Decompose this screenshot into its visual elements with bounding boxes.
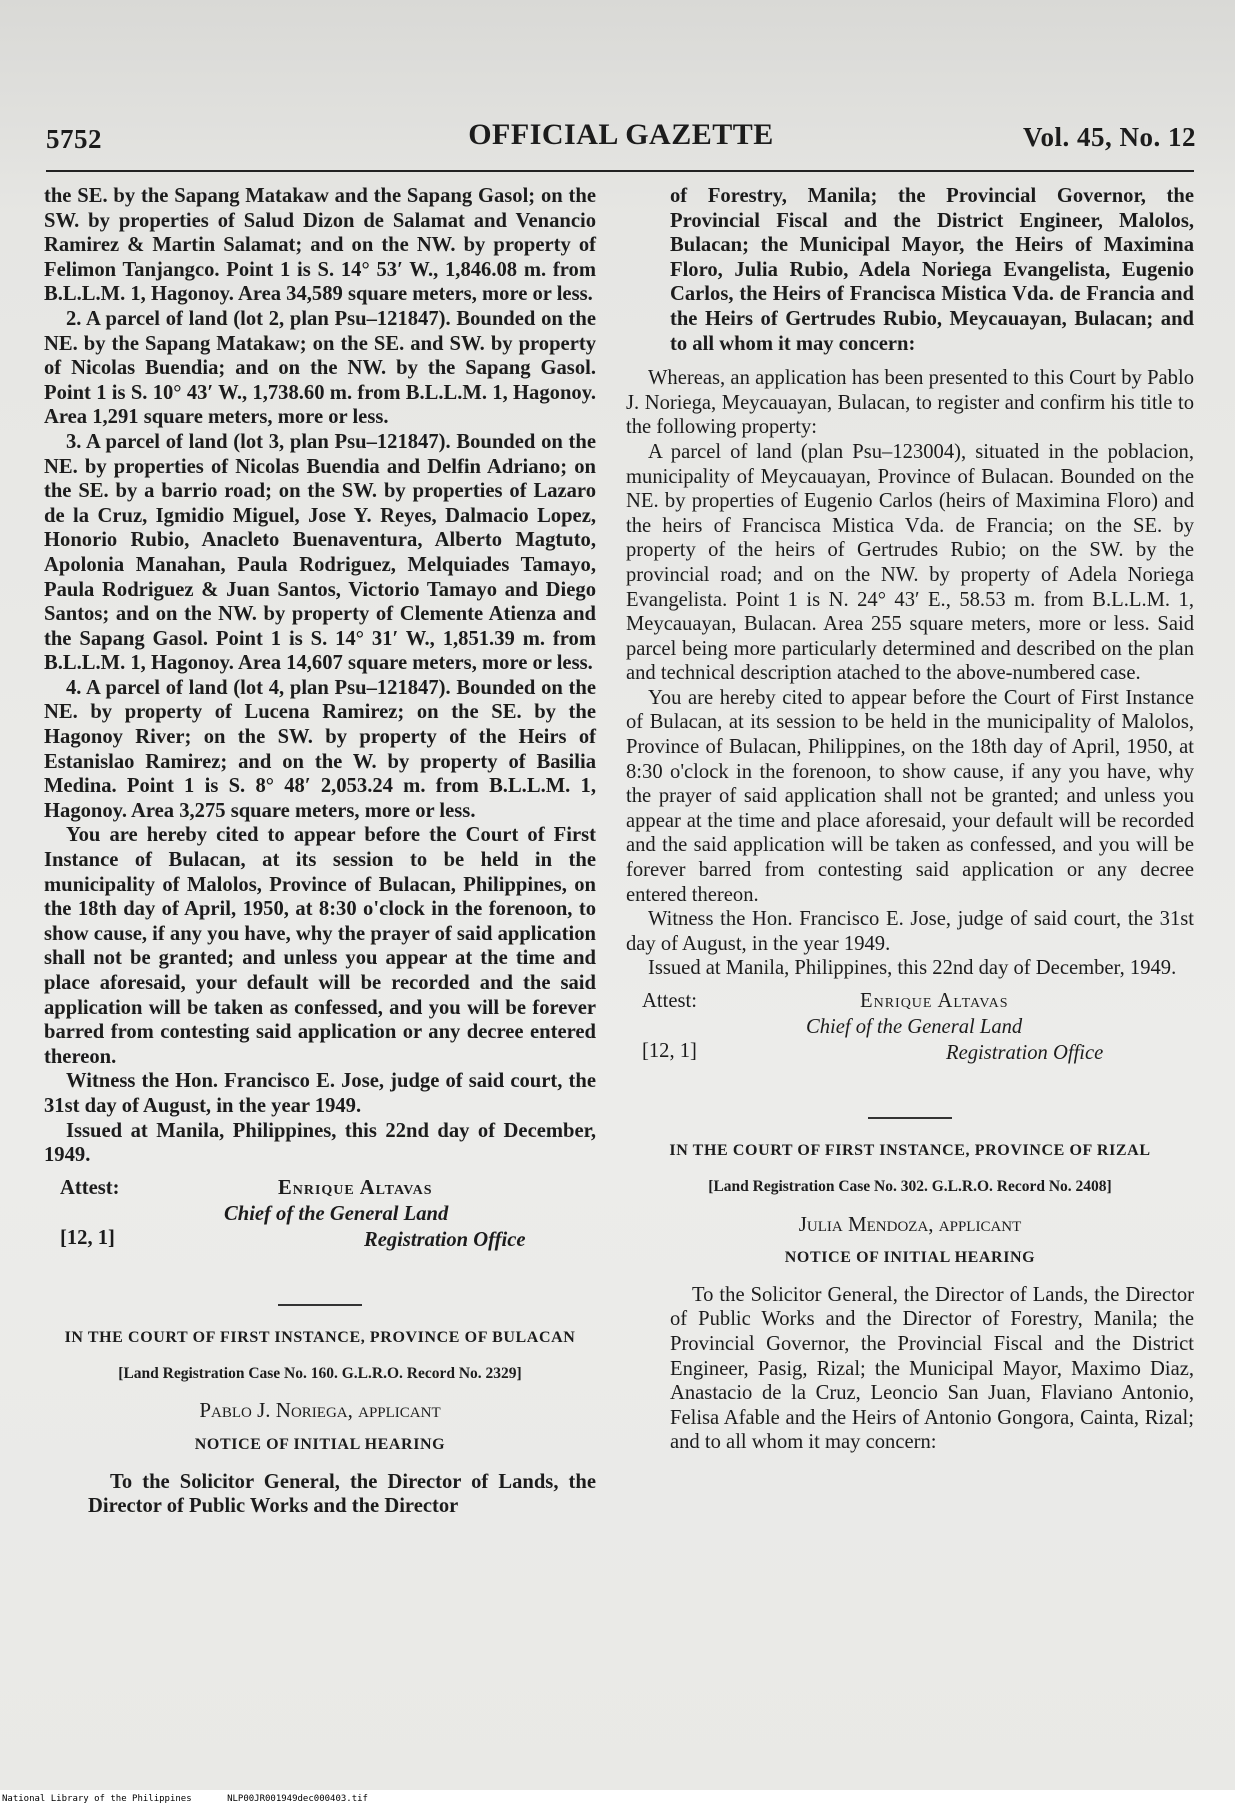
paragraph: Witness the Hon. Francisco E. Jose, judge of said court, the 31st day of August, in the year 1949.	[44, 1070, 596, 1117]
attest-label: Attest:	[642, 990, 697, 1012]
case-number: [Land Registration Case No. 160. G.L.R.O. Record No. 2329]	[118, 1364, 522, 1382]
section-divider	[278, 1304, 362, 1306]
paragraph: Issued at Manila, Philippines, this 22nd day of December, 1949.	[44, 1119, 596, 1167]
paragraph: 2. A parcel of land (lot 2, plan Psu–121847). Bounded on the NE. by the Sapang Matakaw; on the SE. and SW. by property of Nicolas Buendia; and on the NW. by the Sapang Gasol. Point 1 is S. 10° 43′ W., 1,738.60 m. from B.L.L.M. 1, Hagonoy. Area 1,291 square meters, more or less.	[44, 307, 596, 429]
attest-title: Chief of the General Land	[806, 1016, 1023, 1038]
addressee: To the Solicitor General, the Director of Lands, the Director of Public Works and the Director	[88, 1470, 596, 1518]
applicant-name: Pablo J. Noriega, applicant	[199, 1398, 441, 1423]
court-heading: IN THE COURT OF FIRST INSTANCE, PROVINCE OF RIZAL	[669, 1142, 1151, 1159]
paragraph: Witness the Hon. Francisco E. Jose, judge of said court, the 31st day of August, in the year 1949.	[626, 908, 1194, 955]
attest-title: Chief of the General Land	[224, 1202, 449, 1225]
page-header	[46, 118, 1196, 158]
file-name: NLP00JR001949dec000403.tif	[227, 1794, 368, 1804]
paragraph: You are hereby cited to appear before the Court of First Instance of Bulacan, at its session to be held in the municipality of Malolos, Province of Bulacan, Philippines, on the 18th day of April, 1950, at 8:30 o'clock in the forenoon, to show cause, if any you have, why the prayer of said application shall not be granted; and unless you appear at the time and place aforesaid, your default will be recorded and the said application will be taken as confessed, and you will be forever barred from contesting said application or any decree entered thereon.	[626, 686, 1194, 906]
paragraph: 4. A parcel of land (lot 4, plan Psu–121847). Bounded on the NE. by property of Lucena Ramirez; on the SE. by the Hagonoy River; on the SW. by property of the Heirs of Estanislao Ramirez; and on the W. by property of Basilia Medina. Point 1 is S. 8° 48′ 2,053.24 m. from B.L.L.M. 1, Hagonoy. Area 3,275 square meters, more or less.	[44, 676, 596, 822]
notice-heading: NOTICE OF INITIAL HEARING	[194, 1435, 446, 1453]
attest-office: Registration Office	[364, 1228, 526, 1251]
left-column	[44, 184, 596, 1519]
publication-title: OFFICIAL GAZETTE	[468, 118, 774, 151]
attest-name: Enrique Altavas	[278, 1176, 433, 1199]
applicant-name: Julia Mendoza, applicant	[798, 1211, 1022, 1236]
right-column	[626, 184, 1194, 1455]
section-divider	[868, 1117, 952, 1119]
attest-office: Registration Office	[946, 1042, 1104, 1064]
court-heading: IN THE COURT OF FIRST INSTANCE, PROVINCE OF BULACAN	[64, 1328, 576, 1346]
attest-name: Enrique Altavas	[860, 990, 1009, 1012]
addressee: To the Solicitor General, the Director of Lands, the Director of Public Works and the Director of Forestry, Manila; the Provincial Governor, the Provincial Fiscal and the District Engineer, Pasig, Rizal; the Municipal Mayor, Maximo Diaz, Anastacio de la Cruz, Leoncio San Juan, Flaviano Antonio, Felisa Afable and the Heirs of Antonio Gongora, Cainta, Rizal; and to all whom it may concern:	[670, 1283, 1194, 1454]
case-number: [Land Registration Case No. 302. G.L.R.O. Record No. 2408]	[708, 1178, 1112, 1195]
paragraph: the SE. by the Sapang Matakaw and the Sapang Gasol; on the SW. by properties of Salud Dizon de Salamat and Venancio Ramirez & Martin Salamat; and on the NW. by property of Felimon Tanjangco. Point 1 is S. 14° 53′ W., 1,846.08 m. from B.L.L.M. 1, Hagonoy. Area 34,589 square meters, more or less.	[44, 185, 596, 306]
page-number: 5752	[46, 124, 102, 154]
notice-heading: NOTICE OF INITIAL HEARING	[784, 1249, 1036, 1267]
paragraph: Whereas, an application has been presented to this Court by Pablo J. Noriega, Meycauayan, Bulacan, to register and confirm his title to the following property:	[626, 367, 1194, 439]
paragraph: 3. A parcel of land (lot 3, plan Psu–121847). Bounded on the NE. by properties of Nicolas Buendia and Delfin Adriano; on the SE. by a barrio road; on the SW. by properties of Lazaro de la Cruz, Igmidio Miguel, Jose Y. Reyes, Dalmacio Lopez, Honorio Rubio, Anacleto Buenaventura, Alberto Magtuto, Apolonia Manahan, Paula Rodriguez, Melquiades Tamayo, Paula Rodriguez & Juan Santos, Victorio Tamayo and Diego Santos; and on the NW. by property of Clemente Atienza and the Sapang Gasol. Point 1 is S. 14° 31′ W., 1,851.39 m. from B.L.L.M. 1, Hagonoy. Area 14,607 square meters, more or less.	[44, 430, 596, 675]
paragraph: You are hereby cited to appear before the Court of First Instance of Bulacan, at its session to be held in the municipality of Malolos, Province of Bulacan, Philippines, on the 18th day of April, 1950, at 8:30 o'clock in the forenoon, to show cause, if any you have, why the prayer of said application shall not be granted; and unless you appear at the time and place aforesaid, your default will be recorded and the said application will be taken as confessed, and you will be forever barred from contesting said application or any decree entered thereon.	[44, 824, 596, 1068]
volume-number: Vol. 45, No. 12	[1022, 122, 1196, 152]
attest-label: Attest:	[60, 1176, 120, 1199]
addressee-continued: of Forestry, Manila; the Provincial Governor, the Provincial Fiscal and the District Engineer, Malolos, Bulacan; the Municipal Mayor, the Heirs of Maximina Floro, Julia Rubio, Adela Noriega Evangelista, Eugenio Carlos, the Heirs of Francisca Mistica Vda. de Francia and the Heirs of Gertrudes Rubio, Meycauayan, Bulacan; and to all whom it may concern:	[670, 185, 1194, 355]
paragraph: A parcel of land (plan Psu–123004), situated in the poblacion, municipality of Meycauayan, Province of Bulacan. Bounded on the NE. by properties of Eugenio Carlos (heirs of Maximina Floro) and the heirs of Francisca Mistica Vda. de Francia; on the SE. by property of the heirs of Gertrudes Rubio; on the SW. by the provincial road; and on the NW. by property of Adela Noriega Evangelista. Point 1 is N. 24° 43′ E., 58.53 m. from B.L.L.M. 1, Meycauayan, Bulacan. Area 255 square meters, more or less. Said parcel being more particularly determined and described on the plan and technical description atached to the above-numbered case.	[626, 440, 1194, 685]
scan-footer	[0, 1790, 1235, 1808]
paragraph: Issued at Manila, Philippines, this 22nd day of December, 1949.	[648, 957, 1177, 980]
attest-block	[44, 1176, 596, 1278]
header-rule	[46, 170, 1194, 172]
attest-block	[626, 989, 1194, 1091]
library-credit: National Library of the Philippines	[2, 1794, 192, 1804]
issue-reference: [12, 1]	[60, 1226, 115, 1249]
issue-reference: [12, 1]	[642, 1040, 697, 1062]
